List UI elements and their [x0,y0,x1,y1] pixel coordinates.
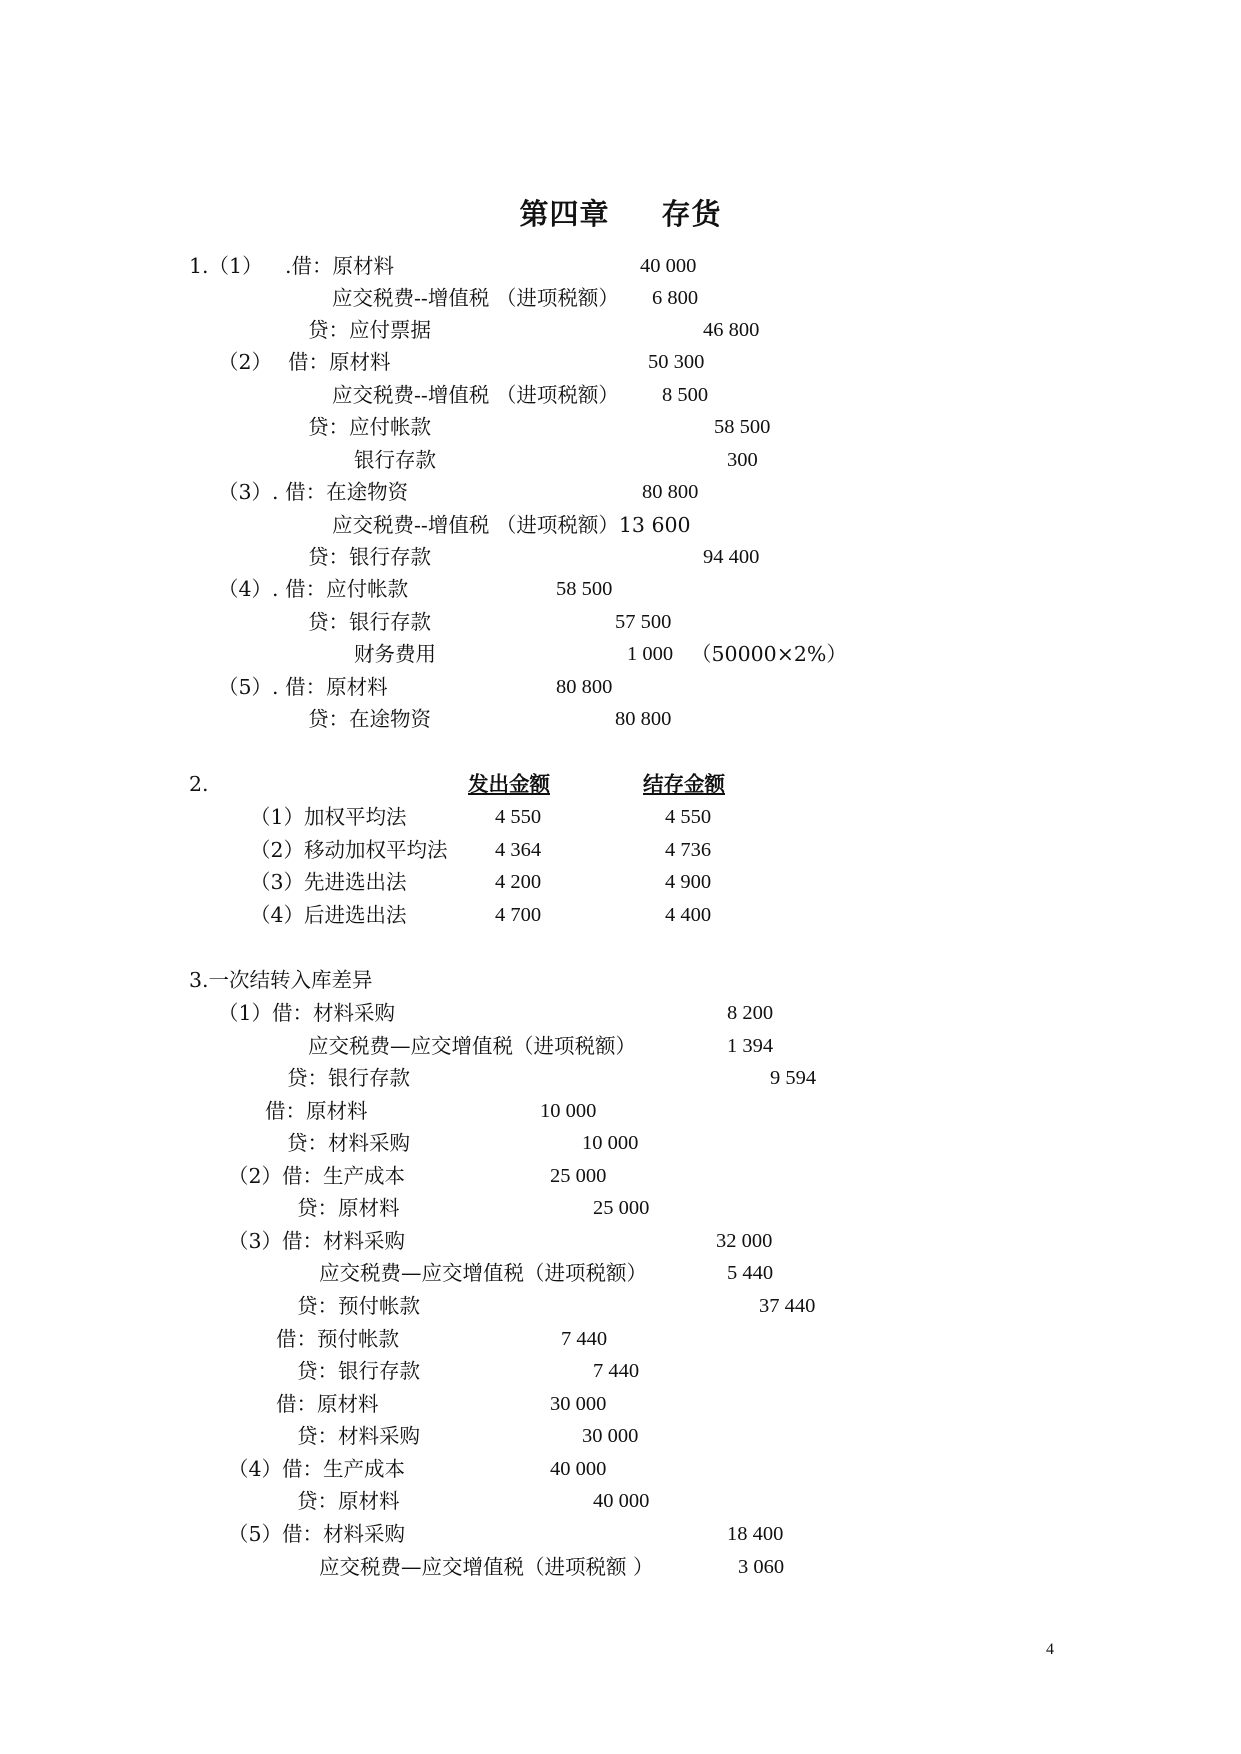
q3-line16-account: 贷：原材料 [297,1489,400,1513]
q1-line12-amount: 57 500 [615,611,672,633]
page-number: 4 [1046,1641,1054,1658]
q2-label: 2. [189,772,209,796]
q1-line5-amount: 8 500 [662,384,709,406]
q3-heading: 3.一次结转入库差异 [189,968,373,992]
q1-line5-account: 应交税费--增值税 （进项税额） [332,383,619,407]
q3-line10-amount: 37 440 [759,1295,816,1317]
q3-line11-amount: 7 440 [561,1328,608,1350]
q1-line11-amount: 58 500 [556,578,613,600]
q1-line1-amount: 40 000 [640,255,697,277]
q1-line3-amount: 46 800 [703,319,760,341]
q3-line3-amount: 9 594 [770,1067,817,1089]
q3-line7-amount: 25 000 [593,1197,650,1219]
q3-line1-amount: 8 200 [727,1002,774,1024]
q3-line4-amount: 10 000 [540,1100,597,1122]
q2-row1-ending: 4 550 [665,806,712,828]
q3-line9-amount: 5 440 [727,1262,774,1284]
q3-line17-account: （5）借：材料采购 [228,1522,406,1546]
q3-line16-amount: 40 000 [593,1490,650,1512]
q3-line1-account: （1）借：材料采购 [218,1001,396,1025]
q1-line15-account: 贷：在途物资 [308,707,431,731]
q2-row3-ending: 4 900 [665,871,712,893]
q3-line13-amount: 30 000 [550,1393,607,1415]
q1-line15-amount: 80 800 [615,708,672,730]
q3-line5-account: 贷：材料采购 [287,1131,410,1155]
q3-line4-account: 借：原材料 [265,1099,368,1123]
q1-line1-label: 1.（1） [189,254,263,278]
q2-row3-issued: 4 200 [495,871,542,893]
q1-line12-account: 贷：银行存款 [308,610,431,634]
q1-line10-amount: 94 400 [703,546,760,568]
q3-line17-amount: 18 400 [727,1523,784,1545]
q1-line14-account: （5）. 借：原材料 [218,675,388,699]
q3-line6-amount: 25 000 [550,1165,607,1187]
q2-row2-method: （2）移动加权平均法 [250,838,448,862]
q1-line4-amount: 50 300 [648,351,705,373]
q3-line14-amount: 30 000 [582,1425,639,1447]
q2-row2-ending: 4 736 [665,839,712,861]
q3-line18-amount: 3 060 [738,1556,785,1578]
q3-line7-account: 贷：原材料 [297,1196,400,1220]
chapter-title [0,192,1241,233]
chapter-name: 存货 [661,197,722,231]
q1-line13-amount: 1 000 [627,643,674,665]
q2-row2-issued: 4 364 [495,839,542,861]
q2-header-ending: 结存金额 [643,772,725,796]
q3-line15-account: （4）借：生产成本 [228,1457,406,1481]
q1-line2-amount: 6 800 [652,287,699,309]
q1-line14-amount: 80 800 [556,676,613,698]
q2-row1-method: （1）加权平均法 [250,805,407,829]
q2-row3-method: （3）先进选出法 [250,870,407,894]
q1-line1-account: .借：原材料 [285,254,395,278]
q1-line7-amount: 300 [727,449,758,471]
q1-line11-account: （4）. 借：应付帐款 [218,577,409,601]
q3-line3-account: 贷：银行存款 [287,1066,410,1090]
q3-line8-amount: 32 000 [716,1230,773,1252]
q1-line13-account: 财务费用 [354,642,436,666]
q1-line4-label: （2） [218,350,273,374]
chapter-number: 第四章 [519,197,610,231]
q1-line4-account: 借：原材料 [288,350,391,374]
q1-line6-account: 贷：应付帐款 [308,415,431,439]
q1-line7-account: 银行存款 [354,448,436,472]
q3-line15-amount: 40 000 [550,1458,607,1480]
q3-line2-account: 应交税费—应交增值税（进项税额） [308,1034,636,1058]
q1-line8-amount: 80 800 [642,481,699,503]
q2-header-issued: 发出金额 [468,772,550,796]
q3-line2-amount: 1 394 [727,1035,774,1057]
q3-line11-account: 借：预付帐款 [276,1327,399,1351]
q2-row1-issued: 4 550 [495,806,542,828]
q2-row4-method: （4）后进选出法 [250,903,407,927]
q3-line8-account: （3）借：材料采购 [228,1229,406,1253]
q1-line13-note: （50000×2%） [691,642,847,666]
q1-line3-account: 贷：应付票据 [308,318,431,342]
q3-line6-account: （2）借：生产成本 [228,1164,406,1188]
q3-line12-account: 贷：银行存款 [297,1359,420,1383]
q3-line12-amount: 7 440 [593,1360,640,1382]
q3-line5-amount: 10 000 [582,1132,639,1154]
q1-line6-amount: 58 500 [714,416,771,438]
q3-line9-account: 应交税费—应交增值税（进项税额） [319,1261,647,1285]
q2-row4-ending: 4 400 [665,904,712,926]
q3-line13-account: 借：原材料 [276,1392,379,1416]
q3-line14-account: 贷：材料采购 [297,1424,420,1448]
q2-row4-issued: 4 700 [495,904,542,926]
q1-line8-account: （3）. 借：在途物资 [218,480,409,504]
q3-line10-account: 贷：预付帐款 [297,1294,420,1318]
q1-line10-account: 贷：银行存款 [308,545,431,569]
q1-line2-account: 应交税费--增值税 （进项税额） [332,286,619,310]
q3-line18-account: 应交税费—应交增值税（进项税额 ） [319,1555,654,1579]
q1-line9-account: 应交税费--增值税 （进项税额）13 600 [332,513,691,537]
